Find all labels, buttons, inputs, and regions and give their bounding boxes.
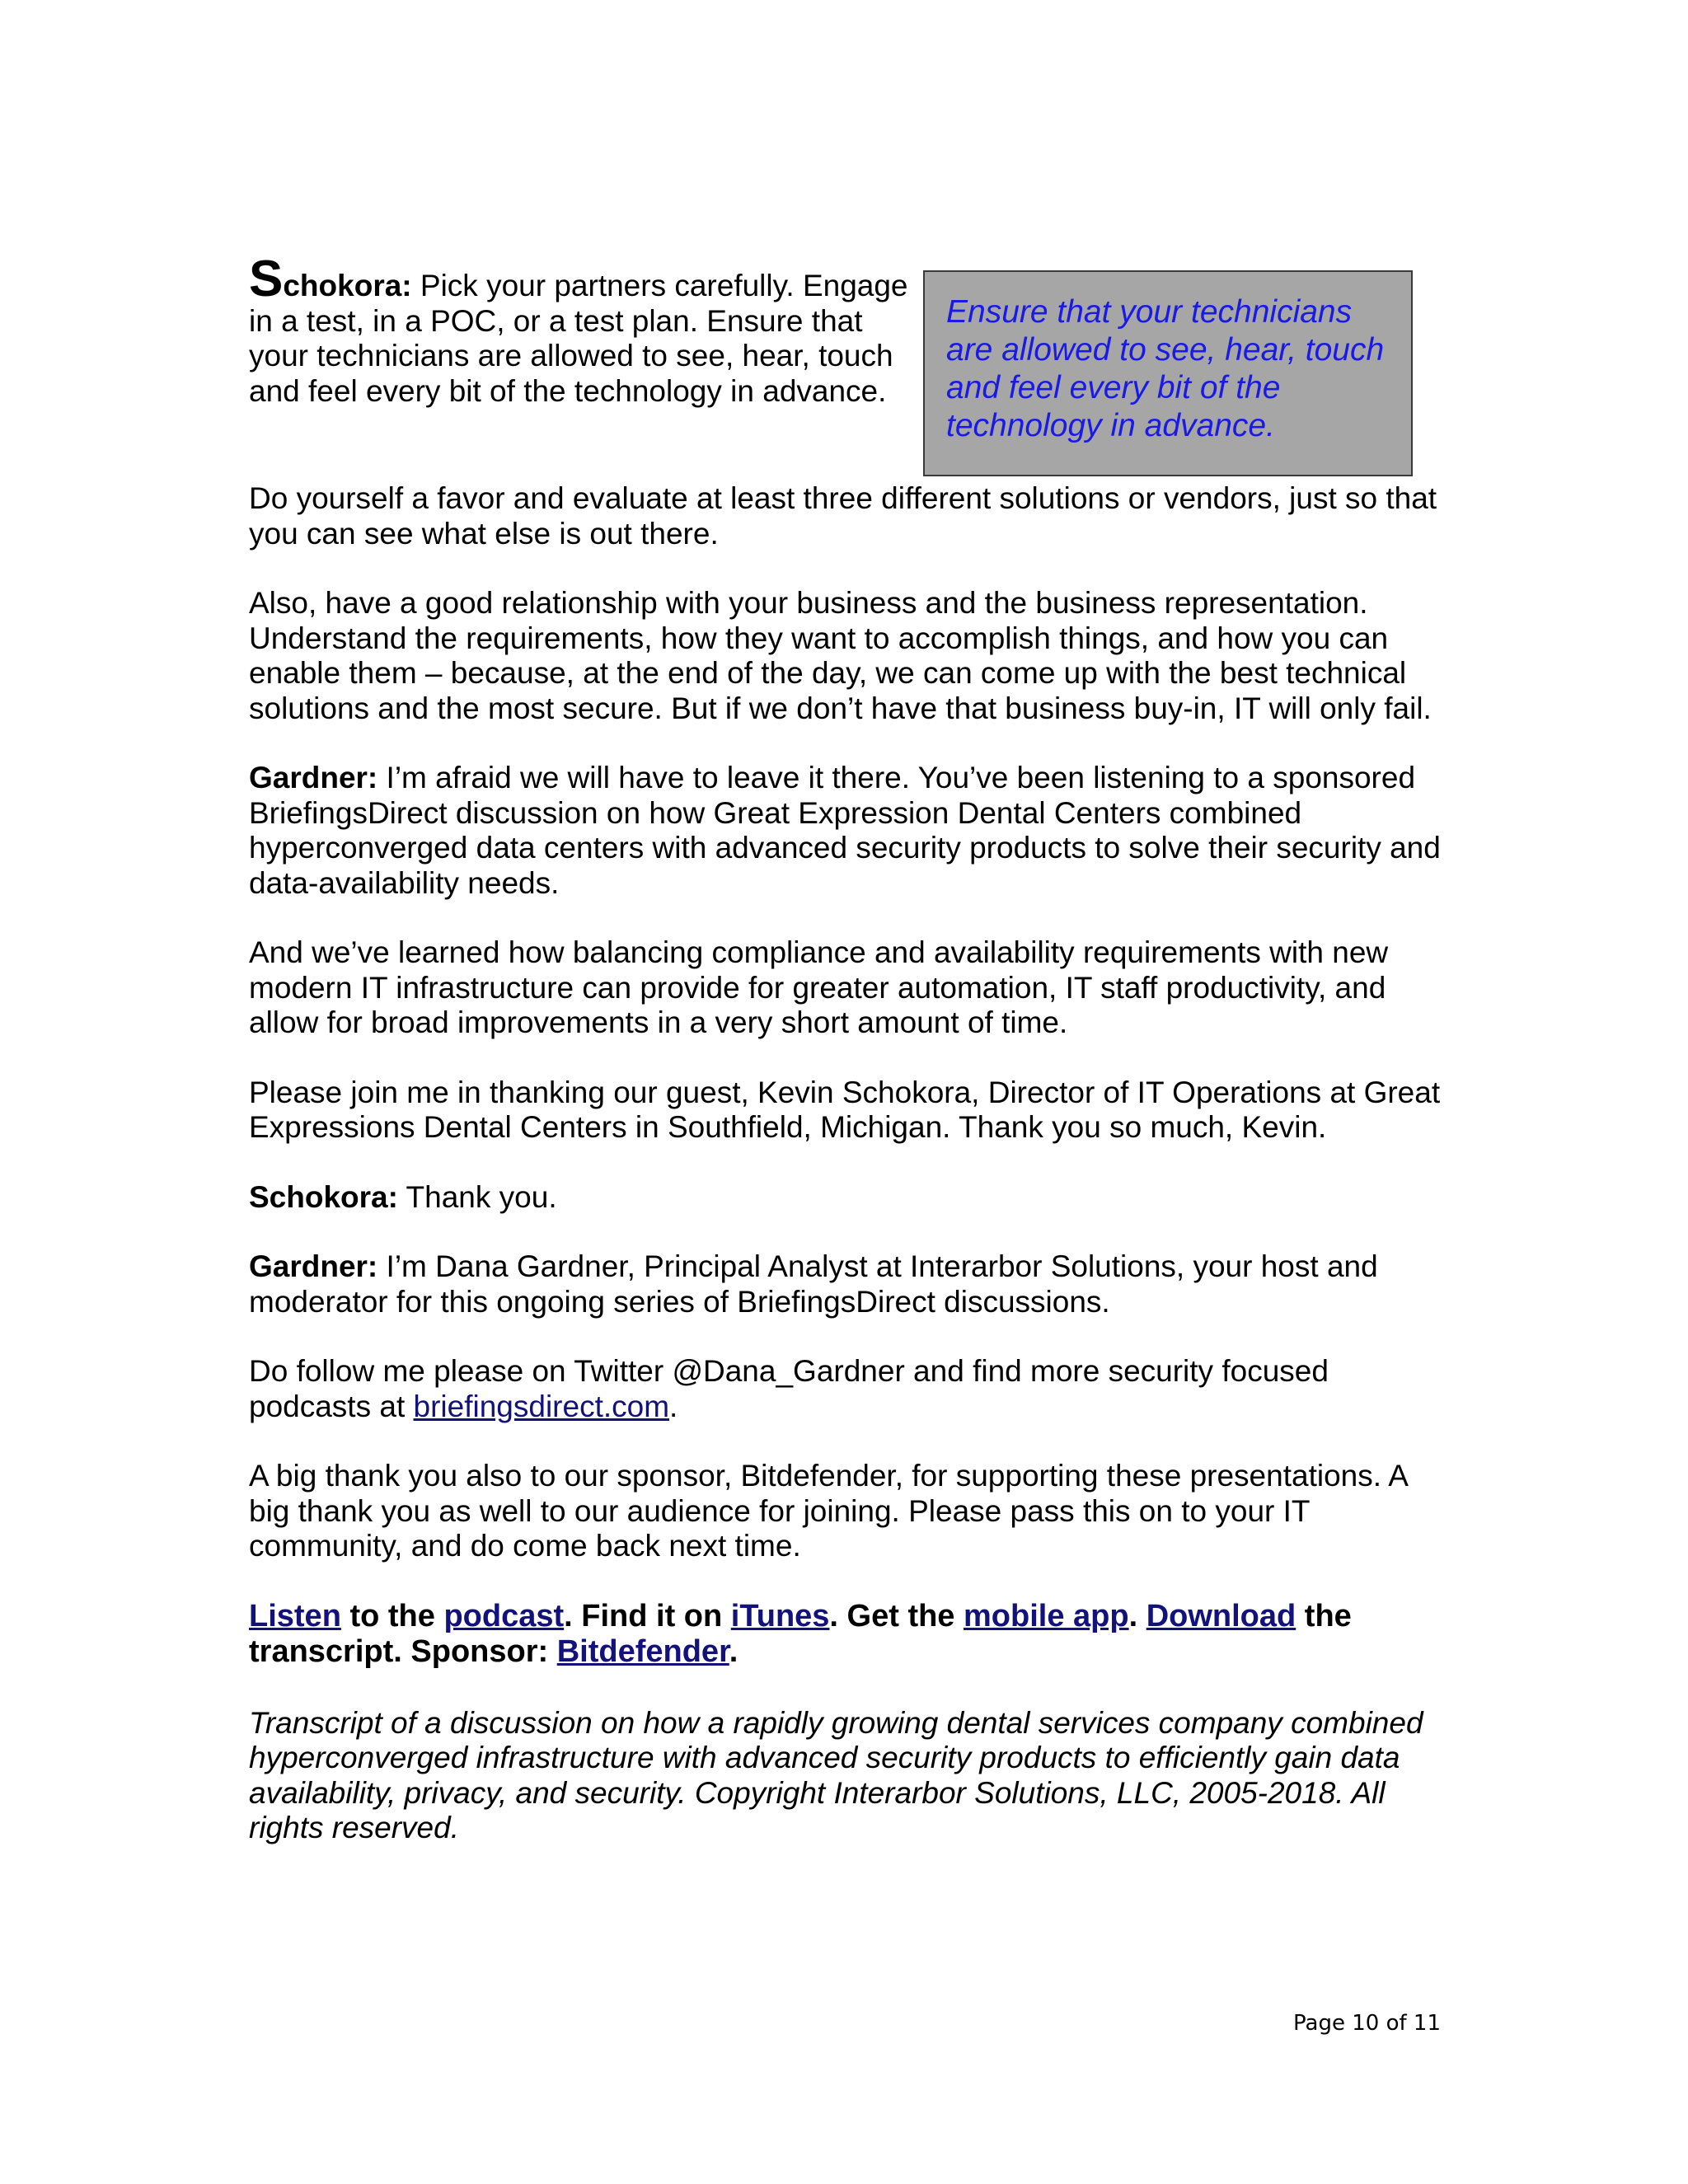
speaker-label: Gardner:: [249, 761, 378, 794]
paragraph-text: I’m Dana Gardner, Principal Analyst at Interarbor Solutions, your host and moderator for this ongoing series of BriefingsDirect discussions.: [249, 1249, 1378, 1319]
paragraph: [249, 761, 1452, 901]
paragraph: [249, 1354, 1452, 1424]
paragraph: A big thank you also to our sponsor, Bitdefender, for supporting these presentations. A big thank you as well to our audience for joining. Please pass this on to your IT community, and do come back next time.: [249, 1459, 1407, 1563]
paragraph: [249, 1180, 1452, 1216]
briefingsdirect-link[interactable]: briefingsdirect.com: [413, 1389, 670, 1423]
pull-quote: Ensure that your technicians are allowed to see, hear, touch and feel every bit of the technology in advance.: [923, 270, 1413, 476]
drop-cap: S: [249, 251, 284, 307]
paragraph: Please join me in thanking our guest, Kevin Schokora, Director of IT Operations at Great Expressions Dental Centers in Southfield, Michigan. Thank you so much, Kevin.: [249, 1075, 1441, 1144]
paragraph: And we’ve learned how balancing compliance and availability requirements with new modern IT infrastructure can provide for greater automation, IT staff productivity, and allow for broad improvements in a very short amount of time.: [249, 935, 1389, 1039]
paragraph-text: .: [669, 1389, 678, 1423]
page-number: Page 10 of 11: [1293, 2011, 1441, 2036]
speaker-label: chokora:: [283, 269, 412, 302]
paragraph-text: Thank you.: [397, 1179, 557, 1214]
links-text: to the: [340, 1598, 444, 1633]
intro-section: [249, 251, 1452, 470]
document-body: [249, 251, 1452, 1846]
intro-paragraph: [249, 251, 908, 409]
links-text: the transcript. Sponsor:: [249, 1598, 1352, 1669]
paragraph: Do yourself a favor and evaluate at least three different solutions or vendors, just so that you can see what else is out there.: [249, 481, 1437, 551]
paragraph: Also, have a good relationship with your business and the business representation. Understand the requirements, how they want to accomplish things, and how you can enable them – because, at the end of the day, we can come up with the best technical solutions and the most secure. But if we don’t have that business buy-in, IT will only fail.: [249, 586, 1432, 725]
links-text: .: [1128, 1598, 1146, 1633]
bitdefender-link[interactable]: Bitdefender: [556, 1633, 729, 1669]
intro-text: Pick your partners carefully. Engage in a test, in a POC, or a test plan. Ensure that your technicians are allowed to see, hear, touch and feel every bit of the technology in advance.: [249, 269, 908, 408]
itunes-link[interactable]: iTunes: [730, 1598, 830, 1633]
transcript-note: Transcript of a discussion on how a rapidly growing dental services company combined hyperconverged infrastructure with advanced security products to efficiently gain data availability, privacy, and security. Copyright Interarbor Solutions, LLC, 2005-2018. All rights reserved.: [249, 1705, 1423, 1844]
links-text: . Get the: [829, 1598, 964, 1633]
links-text: .: [729, 1633, 738, 1669]
speaker-label: Gardner:: [249, 1249, 378, 1283]
links-text: . Find it on: [564, 1598, 731, 1633]
paragraph-text: Do follow me please on Twitter @Dana_Gardner and find more security focused podcasts at: [249, 1354, 1329, 1423]
download-link[interactable]: Download: [1146, 1598, 1296, 1633]
links-line: [249, 1599, 1452, 1670]
mobile-app-link[interactable]: mobile app: [964, 1598, 1129, 1633]
listen-link[interactable]: Listen: [249, 1598, 341, 1633]
paragraph-text: I’m afraid we will have to leave it there. You’ve been listening to a sponsored BriefingsDirect discussion on how Great Expression Dental Centers combined hyperconverged data centers with advanced security products to solve their security and data-availability needs.: [249, 761, 1441, 900]
speaker-label: Schokora:: [249, 1179, 398, 1214]
paragraph: [249, 1249, 1452, 1319]
podcast-link[interactable]: podcast: [443, 1598, 565, 1633]
